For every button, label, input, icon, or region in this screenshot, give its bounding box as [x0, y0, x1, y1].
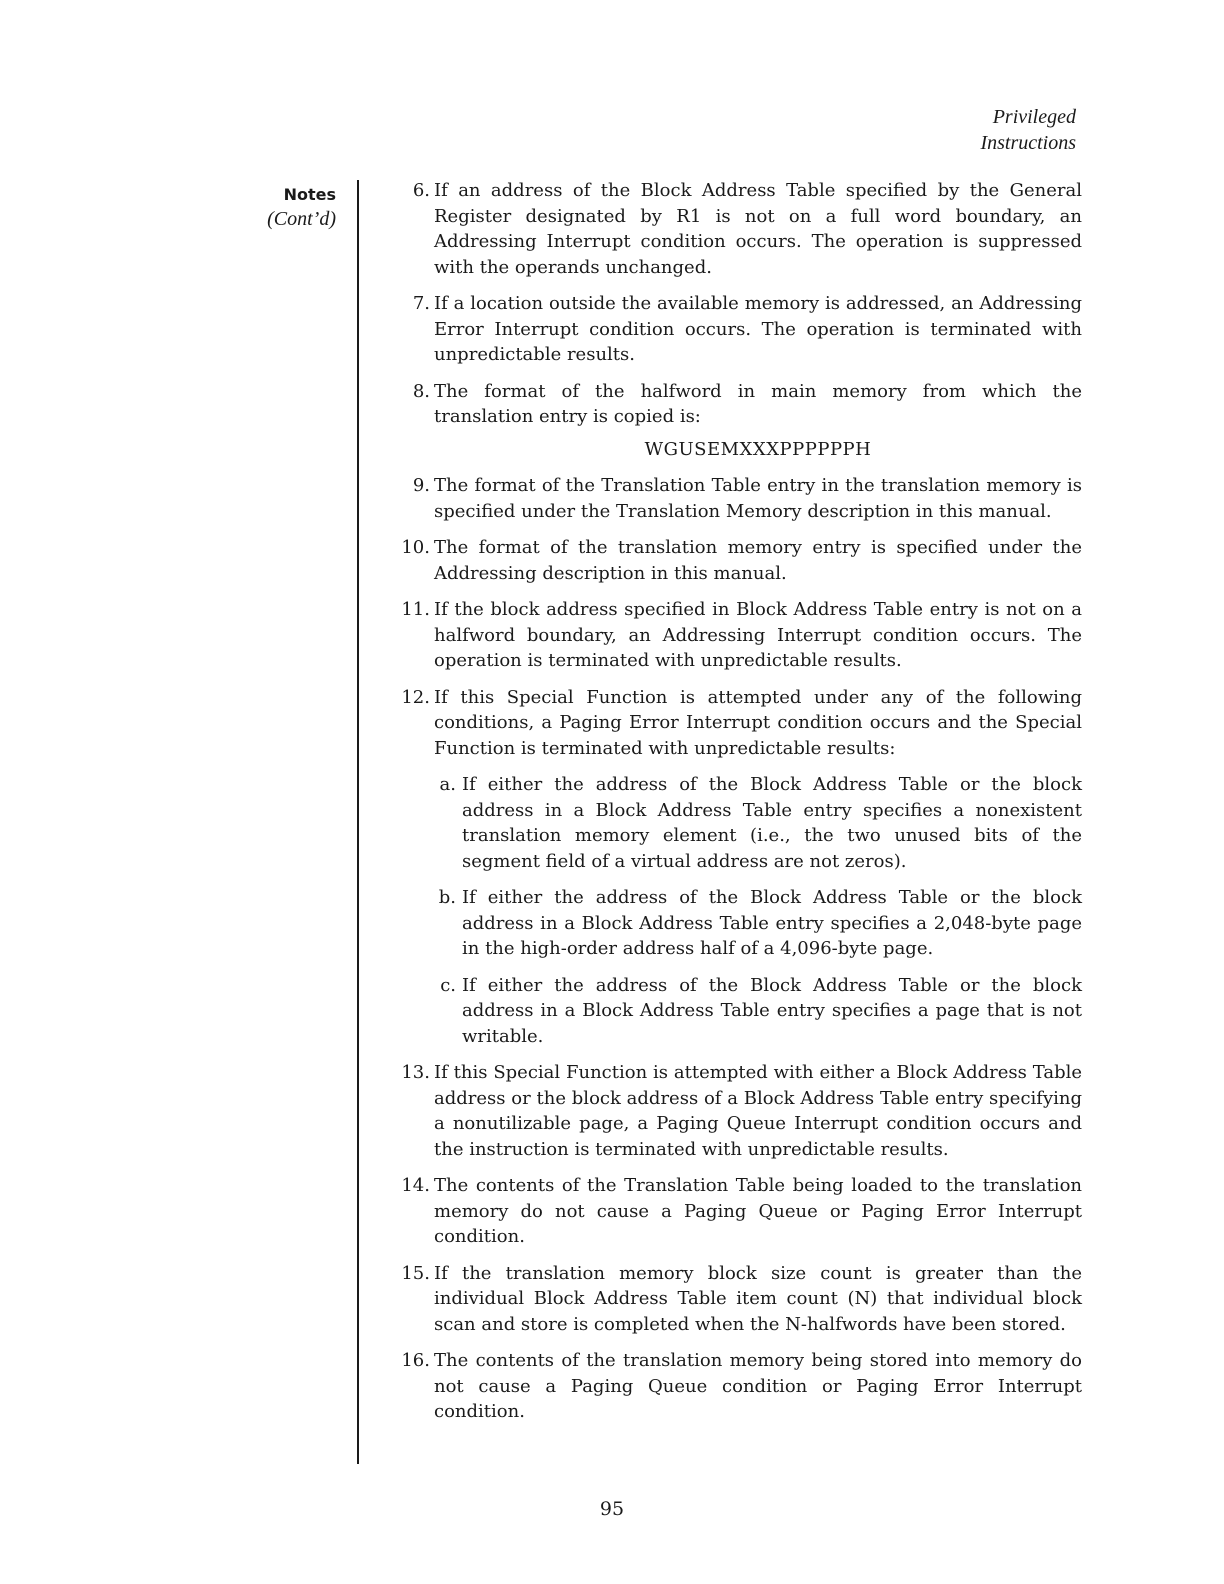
sub-item	[434, 973, 1082, 1050]
note-number: 13.	[401, 1062, 430, 1083]
note-item	[396, 685, 1082, 1050]
sub-item	[434, 885, 1082, 962]
sub-letter: a.	[439, 774, 456, 795]
sub-item	[434, 772, 1082, 874]
notes-list	[396, 178, 1082, 1436]
sub-letter: c.	[440, 974, 456, 996]
note-item	[396, 1060, 1082, 1162]
note-number: 8.	[412, 380, 430, 402]
note-item	[396, 535, 1082, 586]
running-header	[980, 104, 1076, 156]
note-number: 10.	[401, 537, 430, 558]
note-number: 16.	[401, 1350, 430, 1371]
note-item	[396, 291, 1082, 368]
margin-rule	[357, 180, 359, 1464]
note-text: The contents of the translation memory being stored into memory do not cause a Paging Queue condition or Paging Error Interrupt condition.	[434, 1350, 1082, 1422]
note-number: 9.	[412, 475, 430, 496]
sub-text: If either the address of the Block Address Table or the block address in a Block Address Table entry specifies a nonexistent translation memory element (i.e., the two unused bits of the segment field of a virtual address are not zeros).	[462, 774, 1082, 872]
sub-text: If either the address of the Block Address Table or the block address in a Block Address Table entry specifies a page that is not writable.	[462, 974, 1082, 1047]
note-text: The format of the translation memory entry is specified under the Addressing description in this manual.	[434, 537, 1082, 584]
note-text: If this Special Function is attempted with either a Block Address Table address or the block address of a Block Address Table entry specifying a nonutilizable page, a Paging Queue Interrupt condition occurs and the instruction is terminated with unpredictable results.	[434, 1062, 1082, 1160]
note-text: If this Special Function is attempted under any of the following conditions, a Paging Error Interrupt condition occurs and the Special Function is terminated with unpredictable results:	[434, 686, 1082, 759]
note-body	[434, 379, 1082, 463]
side-label	[240, 184, 336, 232]
note-text: If an address of the Block Address Table specified by the General Register designated by R1 is not on a full word boundary, an Addressing Interrupt condition occurs. The operation is suppressed with the operands unchanged.	[434, 180, 1082, 278]
note-number: 7.	[412, 293, 430, 314]
note-item	[396, 597, 1082, 674]
note-number: 11.	[401, 599, 430, 620]
halfword-format: WGUSEMXXXPPPPPPH	[644, 438, 872, 460]
note-text: The format of the halfword in main memory from which the translation entry is copied is:	[434, 380, 1082, 427]
note-text: If the translation memory block size count is greater than the individual Block Address Table item count (N) that individual block scan and store is completed when the N-halfwords have been stored.	[434, 1262, 1082, 1335]
note-item	[396, 1173, 1082, 1250]
note-text: The format of the Translation Table entry in the translation memory is specified under the Translation Memory description in this manual.	[434, 475, 1082, 522]
header-line-1: Privileged	[992, 106, 1076, 128]
sub-letter: b.	[438, 887, 456, 908]
note-item	[396, 473, 1082, 524]
sub-text: If either the address of the Block Address Table or the block address in a Block Address Table entry specifies a 2,048-byte page in the high-order address half of a 4,096-byte page.	[462, 887, 1082, 959]
notes-label: Notes	[283, 185, 336, 204]
note-number: 6.	[412, 180, 430, 201]
continued-label: (Cont’d)	[267, 208, 336, 230]
note-number: 12.	[401, 686, 430, 708]
note-item	[396, 1261, 1082, 1338]
note-number: 14.	[401, 1175, 430, 1196]
note-number: 15.	[401, 1262, 430, 1284]
note-item	[396, 178, 1082, 280]
note-text: If a location outside the available memory is addressed, an Addressing Error Interrupt condition occurs. The operation is terminated with unpredictable results.	[434, 293, 1082, 365]
note-item	[396, 379, 1082, 463]
note-text: The contents of the Translation Table being loaded to the translation memory do not cause a Paging Queue or Paging Error Interrupt condition.	[434, 1175, 1082, 1247]
header-line-2: Instructions	[980, 132, 1076, 154]
page-number: 95	[599, 1498, 625, 1520]
note-text: If the block address specified in Block Address Table entry is not on a halfword boundary, an Addressing Interrupt condition occurs. The operation is terminated with unpredictable results.	[434, 599, 1082, 671]
note-item	[396, 1348, 1082, 1425]
note-body	[434, 685, 1082, 1050]
